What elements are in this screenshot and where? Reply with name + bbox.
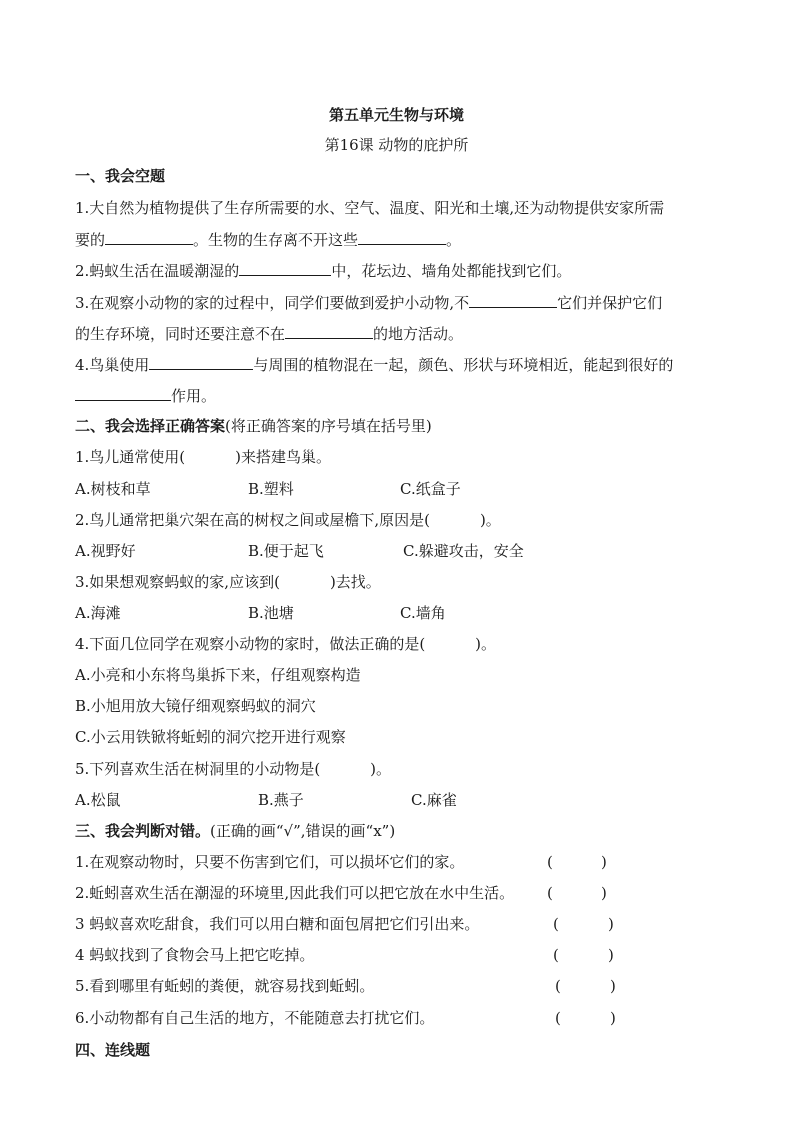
s1-q4-line2: 作用。 bbox=[75, 385, 216, 406]
option-c: C.躲避攻击，安全 bbox=[403, 542, 524, 560]
option-b: B.便于起飞 bbox=[248, 542, 324, 560]
s2-q3-stem: 3.如果想观察蚂蚁的家,应该到( )去找。 bbox=[75, 573, 381, 591]
s2-q5-stem: 5.下列喜欢生活在树洞里的小动物是( )。 bbox=[75, 760, 392, 778]
section-1-heading: 一、我会空题 bbox=[75, 167, 166, 185]
answer-blank[interactable] bbox=[358, 229, 446, 245]
answer-paren-close: ) bbox=[608, 915, 614, 933]
s1-q2: 2.蚂蚁生活在温暖潮湿的 中，花坛边、墙角处都能找到它们。 bbox=[75, 262, 572, 280]
s1-q1-line1: 1.大自然为植物提供了生存所需要的水、空气、温度、阳光和土壤,还为动物提供安家所需 bbox=[75, 199, 665, 217]
answer-blank[interactable] bbox=[469, 292, 557, 308]
answer-blank[interactable] bbox=[285, 323, 373, 339]
answer-blank[interactable] bbox=[239, 260, 331, 276]
judge-item-2: 2.蚯蚓喜欢生活在潮湿的环境里,因此我们可以把它放在水中生活。 ( ) bbox=[75, 884, 607, 902]
answer-blank[interactable] bbox=[149, 354, 253, 370]
s2-q4-stem: 4.下面几位同学在观察小动物的家时，做法正确的是( )。 bbox=[75, 635, 497, 653]
answer-paren-open[interactable]: ( bbox=[555, 1009, 561, 1027]
option-c: C.麻雀 bbox=[411, 791, 457, 809]
option-a: A.树枝和草 bbox=[75, 480, 151, 498]
unit-title: 第五单元生物与环境 bbox=[328, 106, 464, 124]
s1-q3-line1: 3.在观察小动物的家的过程中，同学们要做到爱护小动物,不 它们并保护它们 bbox=[75, 294, 663, 312]
option-c: C.纸盒子 bbox=[400, 480, 461, 498]
section-2-heading: 二、我会选择正确答案(将正确答案的序号填在括号里) bbox=[75, 417, 432, 435]
s2-q4-option-c: C.小云用铁锨将蚯蚓的洞穴挖开进行观察 bbox=[75, 728, 346, 746]
s1-q4-line1: 4.鸟巢使用 与周围的植物混在一起，颜色、形状与环境相近，能起到很好的 bbox=[75, 356, 674, 374]
s1-q3-line2: 的生存环境，同时还要注意不在 的地方活动。 bbox=[75, 325, 464, 343]
judge-item-4: 4 蚂蚁找到了食物会马上把它吃掉。 ( ) bbox=[75, 946, 614, 964]
answer-paren-close: ) bbox=[601, 853, 607, 871]
s2-q4-option-b: B.小旭用放大镜仔细观察蚂蚁的洞穴 bbox=[75, 697, 316, 715]
option-b: B.燕子 bbox=[258, 791, 304, 809]
section-4-heading: 四、连线题 bbox=[75, 1041, 151, 1059]
option-a: A.视野好 bbox=[75, 542, 136, 560]
lesson-title: 第16课 动物的庇护所 bbox=[324, 136, 469, 154]
answer-paren-open[interactable]: ( bbox=[553, 915, 559, 933]
judge-item-6: 6.小动物都有自己生活的地方，不能随意去打扰它们。 ( ) bbox=[75, 1009, 616, 1027]
answer-paren-open[interactable]: ( bbox=[547, 853, 553, 871]
option-a: A.海滩 bbox=[75, 604, 121, 622]
s2-q4-option-a: A.小亮和小东将鸟巢拆下来，仔组观察构造 bbox=[75, 666, 361, 684]
section-3-heading: 三、我会判断对错。(正确的画“√”,错误的画“x”) bbox=[75, 822, 396, 840]
option-a: A.松鼠 bbox=[75, 791, 121, 809]
answer-blank[interactable] bbox=[75, 385, 171, 401]
answer-paren-close: ) bbox=[601, 884, 607, 902]
answer-paren-close: ) bbox=[610, 1009, 616, 1027]
s1-q1-line2: 要的 。生物的生存离不开这些 。 bbox=[75, 231, 462, 249]
answer-paren-open[interactable]: ( bbox=[547, 884, 553, 902]
answer-paren-open[interactable]: ( bbox=[553, 946, 559, 964]
option-b: B.塑料 bbox=[248, 480, 294, 498]
s2-q2-stem: 2.鸟儿通常把巢穴架在高的树杈之间或屋檐下,原因是( )。 bbox=[75, 511, 501, 529]
answer-paren-close: ) bbox=[608, 946, 614, 964]
s2-q1-stem: 1.鸟儿通常使用( )来搭建鸟巢。 bbox=[75, 448, 332, 466]
judge-item-3: 3 蚂蚁喜欢吃甜食，我们可以用白糖和面包屑把它们引出来。 ( ) bbox=[75, 915, 614, 933]
answer-blank[interactable] bbox=[105, 229, 193, 245]
option-b: B.池塘 bbox=[248, 604, 294, 622]
judge-item-1: 1.在观察动物时，只要不伤害到它们，可以损坏它们的家。 ( ) bbox=[75, 853, 607, 871]
answer-paren-open[interactable]: ( bbox=[555, 977, 561, 995]
answer-paren-close: ) bbox=[610, 977, 616, 995]
option-c: C.墙角 bbox=[400, 604, 446, 622]
judge-item-5: 5.看到哪里有蚯蚓的粪便，就容易找到蚯蚓。 ( ) bbox=[75, 977, 616, 995]
